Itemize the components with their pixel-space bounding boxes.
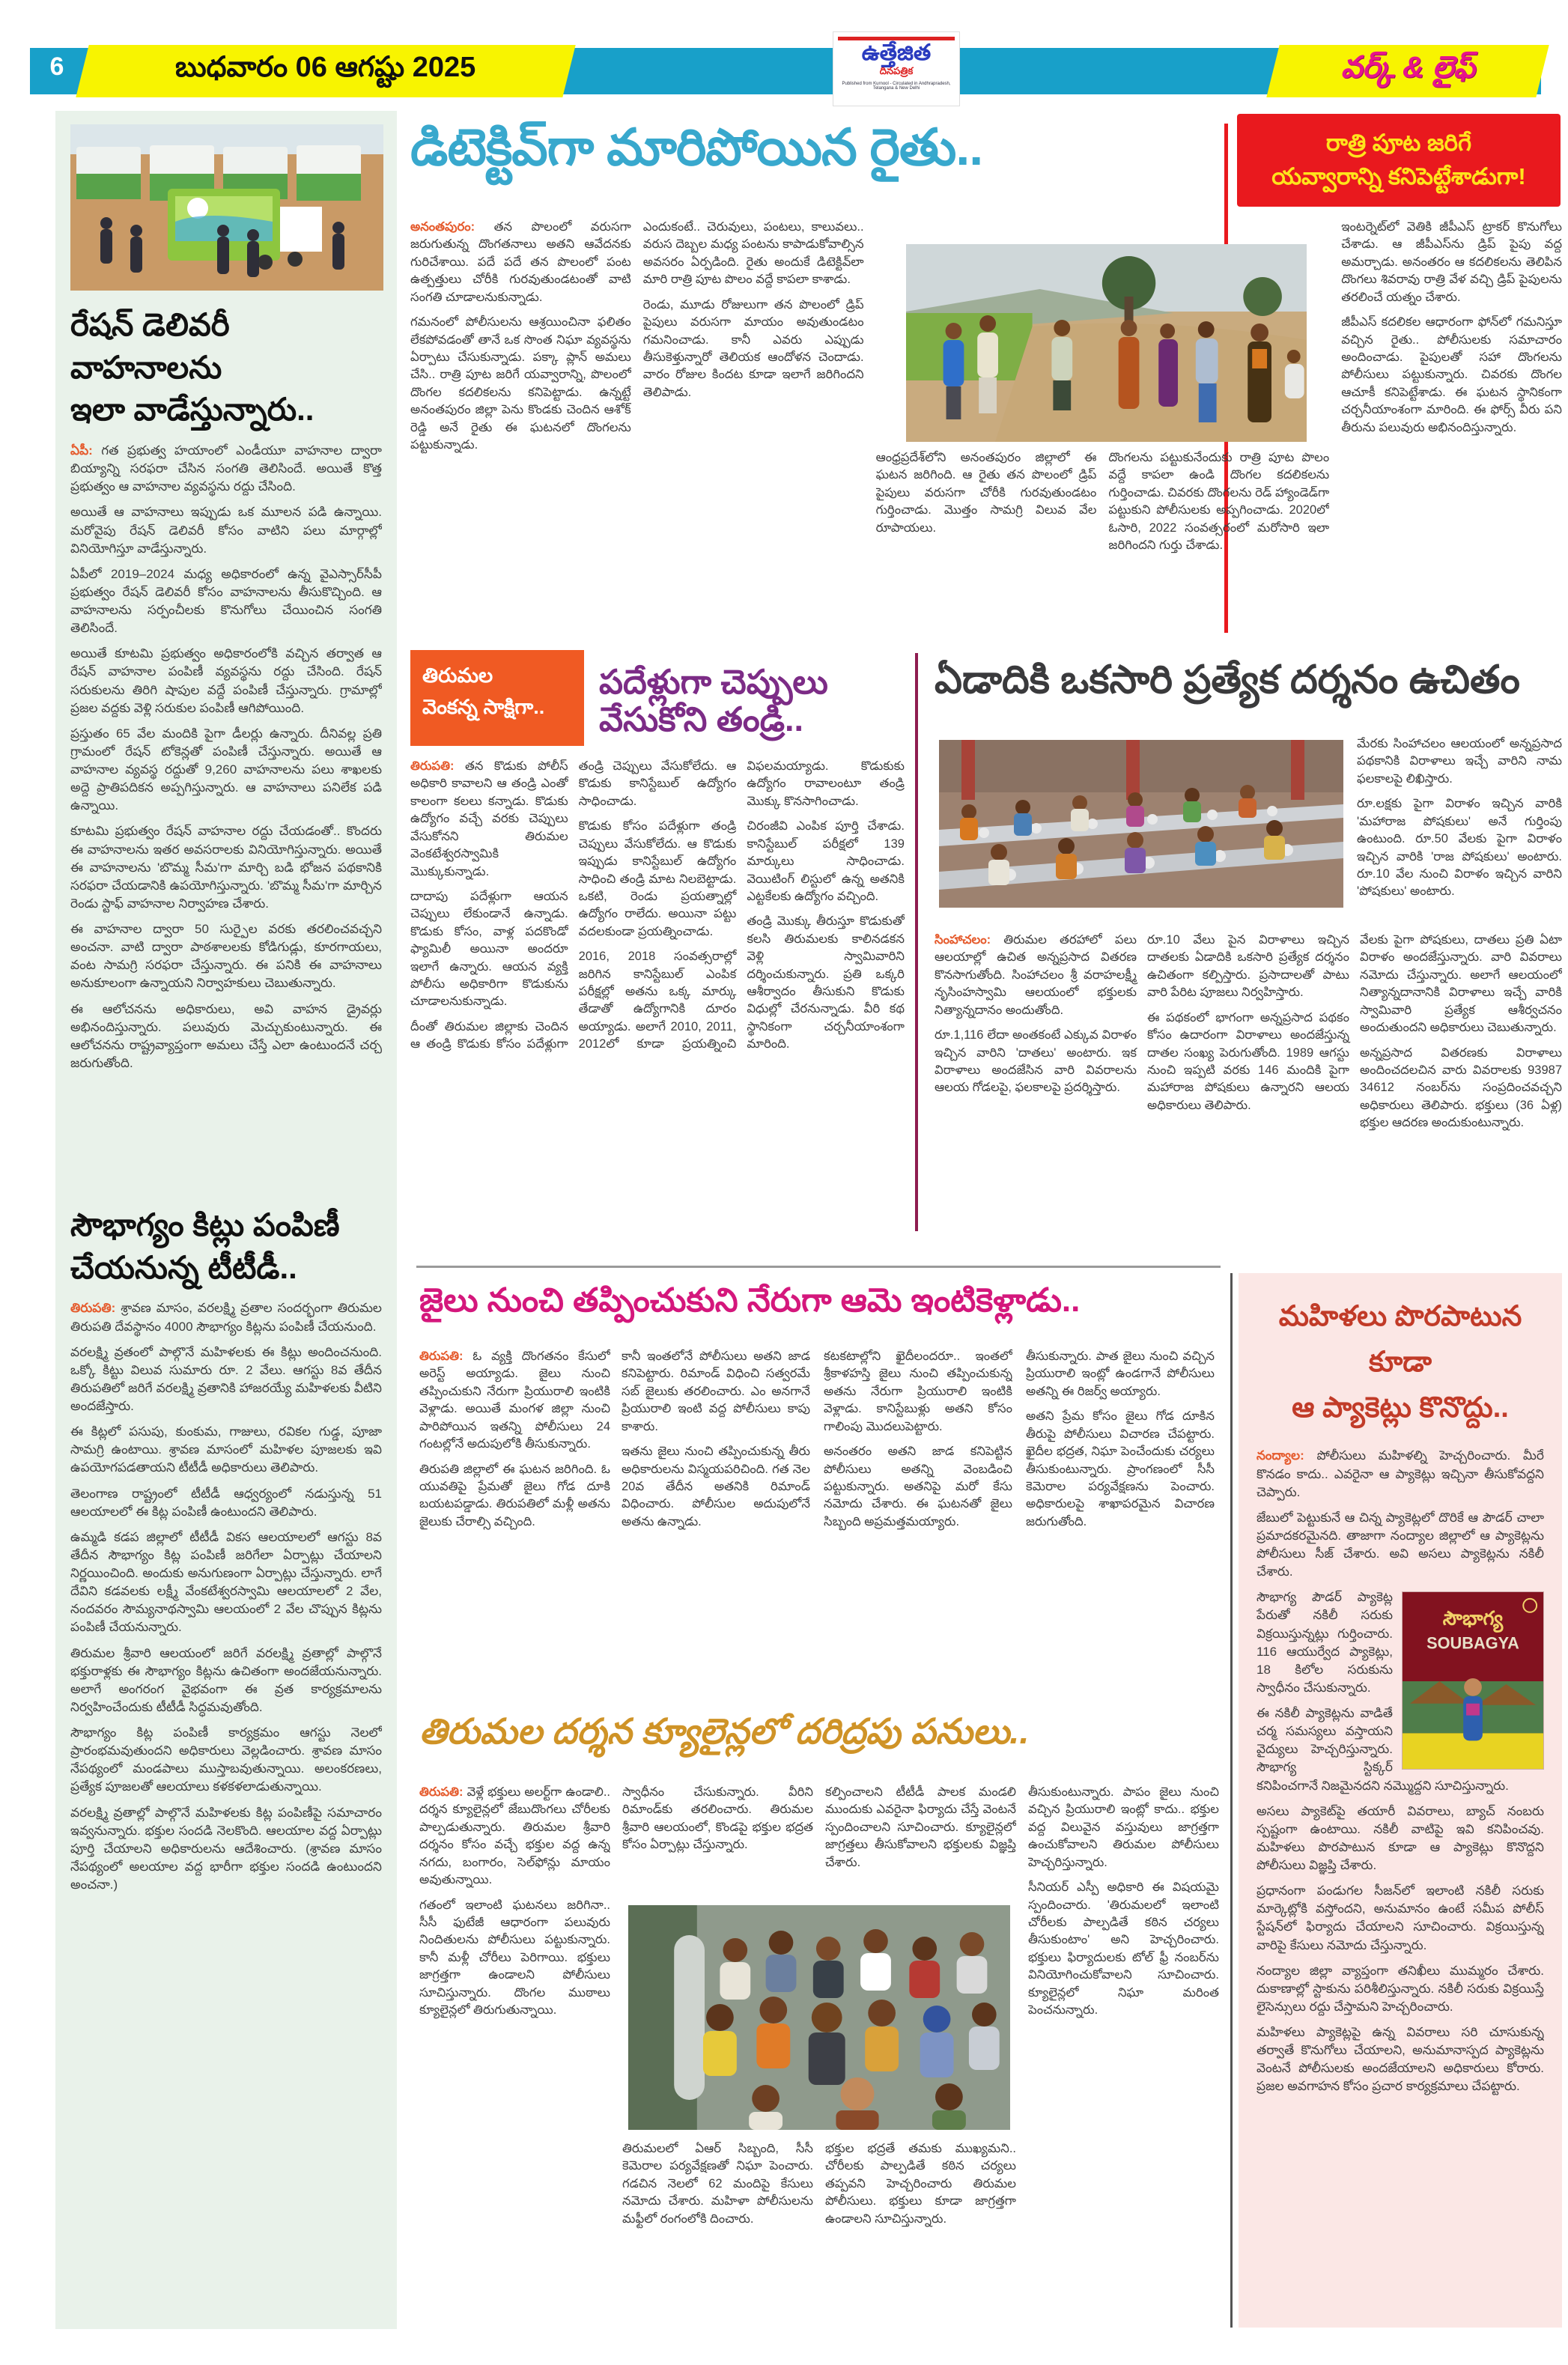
- father-article-body: తిరుపతి: తన కొడుకు పోలీస్ అధికారి కావాలని ఆ తండ్రి ఎంతో కాలంగా కలలు కన్నాడు. కొడుకు ఉద్యోగం వచ్చే వరకు చెప్పులు వేసుకోనని తిరుమల వెంకటేశ్వరస్వామికి మొక్కుకున్నాడు. దాదాపు పదేళ్లుగా ఆయన చెప్పులు లేకుండానే ఉన్నాడు. కొడుకు కోసం, వాళ్ల పదకొండో ఫ్యామిలీ అయినా అందరూ ఇలాగే ఉన్నారు. ఆయన వ్యక్తి పోలీసు అధికారిగా కొడుకును చూడాలనుకున్నాడు. దీంతో తిరుమల జిల్లాకు చెందిన ఆ తండ్రి కొడుకు కోసం పదేళ్లుగా తండ్రి చెప్పులు వేసుకోలేదు. ఆ కొడుకు కానిస్టేబుల్ ఉద్యోగం సాధించాడు. కొడుకు కోసం పదేళ్లుగా తండ్రి చెప్పులు వేసుకోలేదు. ఆ కొడుకు ఇప్పుడు కానిస్టేబుల్ ఉద్యోగం సాధించి తండ్రి మాట నిలబెట్టాడు. ఒకటి, రెండు ప్రయత్నాల్లో ఉద్యోగం రాలేదు. అయినా పట్టు వదలకుండా ప్రయత్నించాడు. 2016, 2018 సంవత్సరాల్లో జరిగిన కానిస్టేబుల్ ఎంపిక పరీక్షల్లో అతను ఒక్క మార్కు తేడాతో ఉద్యోగానికి దూరం అయ్యాడు. అలాగే 2010, 2011, 2012లో కూడా ప్రయత్నించి విఫలమయ్యాడు. కొడుకుకు ఉద్యోగం రావాలంటూ తండ్రి మొక్కు కొనసాగించాడు. చిరంజీవి ఎంపిక పూర్తి చేశాడు. కానిస్టేబుల్ పరీక్షలో 139 మార్కులు సాధించాడు. వెయిటింగ్ లిస్టులో ఉన్న అతనికి ఎట్టకేలకు ఉద్యోగం వచ్చింది. తండ్రి మొక్కు తీరుస్తూ కొడుకుతో కలసి తిరుమలకు కాలినడకన వెళ్లి స్వామివారిని దర్శించుకున్నారు. ప్రతి ఒక్కరి ఆశీర్వాదం తీసుకుని కొడుకు విధుల్లో చేరనున్నాడు. వీరి కథ స్థానికంగా చర్చనీయాంశంగా మారింది.: [410, 759, 905, 1051]
- main-col-4: దొంగలను పట్టుకునేందుకు రాత్రి పూట పొలం వద్దే కాపలా ఉండి దొంగల కదలికలను గుర్తించాడు. చివరకు దొంగలను రెడ్ హ్యాండెడ్‌గా పట్టుకుని పోలీసులకు అప్పగించాడు. 2020లో ఓసారి, 2022 సంవత్సరంలో మరోసారి ఇలా జరిగిందని గుర్తు చేశాడు.: [1108, 451, 1330, 553]
- left-article2-body: తిరుపతి: శ్రావణ మాసం, వరలక్ష్మి వ్రతాల సందర్భంగా తిరుమల తిరుపతి దేవస్థానం 4000 సౌభాగ్యం కిట్లను పంపిణీ చేయనుంది. వరలక్ష్మి వ్రతంలో పాల్గొనే మహిళలకు ఈ కిట్లు అందించనుంది. ఒక్కో కిట్టు విలువ సుమారు రూ. 2 వేలు. ఆగస్టు 8వ తేదీన తిరుపతిలో జరిగే వరలక్ష్మి వ్రతానికి హాజరయ్యే మహిళలకు వీటిని అందజేస్తారు. ఈ కిట్లలో పసుపు, కుంకుమ, గాజులు, రవికల గుడ్డ, పూజా సామగ్రి ఉంటాయి. శ్రావణ మాసంలో మహిళల పూజలకు ఇవి ఉపయోగపడతాయని టీటీడీ అధికారులు తెలిపారు. తెలంగాణ రాష్ట్రంలో టీటీడీ ఆధ్వర్యంలో నడుస్తున్న 51 ఆలయాలలో ఈ కిట్ల పంపిణీ ఉంటుందని తెలిపారు. ఉమ్మడి కడప జిల్లాలో టీటీడీ వికస ఆలయాలలో ఆగస్టు 8వ తేదీన సౌభాగ్యం కిట్ల పంపిణీ జరిగేలా ఏర్పాట్లు చేయాలని నిర్ణయించింది. అందుకు అనుగుణంగా ఏర్పాట్లు చేస్తున్నారు. లాగే దేవిని కడవలకు లక్ష్మీ వేంకటేశ్వరస్వామి ఆలయాలలో 2 వేల, నందవరం సౌమ్యనాథస్వామి ఆలయంలో 2 వేల చొప్పున కిట్లను పంపిణీ చేయనున్నారు. తిరుమల శ్రీవారి ఆలయంలో జరిగే వరలక్ష్మి వ్రతాల్లో పాల్గొనే భక్తురాళ్లకు ఈ సౌభాగ్యం కిట్లను ఉచితంగా అందజేయనున్నారు. అలాగే అంగరంగ వైభవంగా ఈ వ్రత కార్యక్రమాలను నిర్వహించేందుకు టీటీడీ సిద్ధమవుతోంది. సౌభాగ్యం కిట్ల పంపిణీ కార్యక్రమం ఆగస్టు నెలలో ప్రారంభమవుతుందని అధికారులు వెల్లడించారు. శ్రావణ మాసం నేపథ్యంలో మండపాలు ముస్తాబవుతున్నాయి. అలంకరణలు, ప్రత్యేక పూజలతో ఆలయాలు కళకళలాడుతున్నాయి. వరలక్ష్మి వ్రతాల్లో పాల్గొనే మహిళలకు కిట్ల పంపిణీపై సమాచారం ఇవ్వనున్నారు. భక్తుల సందడి నెలకొంది. ఆలయాల వద్ద ఏర్పాట్లు పూర్తి చేయాలని అధికారులను ఆదేశించారు. (శ్రావణ మాసం నేపథ్యంలో అలయాల వద్ద భారీగా భక్తుల సందడి ఉంటుందని అంచనా.): [70, 1301, 382, 1892]
- queue-headline: తిరుమల దర్శన క్యూలైన్లలో దరిద్రపు పనులు..: [419, 1711, 1030, 1751]
- queue-col-1: తిరుపతి: వెళ్లే భక్తులు అలర్ట్‌గా ఉండాలి.. దర్శన క్యూలైన్లలో జేబుదొంగలు చోరీలకు పాల్పడుతున్నారు. తిరుమల శ్రీవారి దర్శనం కోసం వచ్చే భక్తుల వద్ద ఉన్న నగదు, బంగారం, సెల్‌ఫోన్లు మాయం అవుతున్నాయి. గతంలో ఇలాంటి ఘటనలు జరిగినా.. సీసీ ఫుటేజీ ఆధారంగా పలువురు నిందితులను పోలీసులు పట్టుకున్నారు. కానీ మళ్లీ చోరీలు పెరిగాయి. భక్తులు జాగ్రత్తగా ఉండాలని పోలీసులు సూచిస్తున్నారు. దొంగల ముఠాలు క్యూలైన్లలో తిరుగుతున్నాయి.: [419, 1785, 610, 2018]
- teaser-box: [1237, 114, 1561, 207]
- left-column: [55, 111, 397, 2329]
- queue-col-3-top: కల్పించాలని టీటీడీ పాలక మండలి ముందుకు ఎవరైనా ఫిర్యాదు చేస్తే వెంటనే స్పందించాలని సూచించారు. క్యూలైన్లలో జాగ్రత్తలు తీసుకోవాలని భక్తులకు విజ్ఞప్తి చేశారు.: [825, 1785, 1016, 1869]
- ration-vans-photo: [70, 124, 383, 291]
- dateline: నంద్యాల:: [1256, 1448, 1304, 1463]
- dateline: తిరుపతి:: [419, 1350, 464, 1363]
- date-text: బుధవారం 06 ఆగష్టు 2025: [175, 52, 476, 83]
- queue-col-3-bottom: భక్తుల భద్రతే తమకు ముఖ్యమని.. చోరీలకు పాల్పడితే కఠిన చర్యలు తప్పవని హెచ్చరించారు తిరుమల పోలీసులు. భక్తులు కూడా జాగ్రత్తగా ఉండాలని సూచిస్తున్నారు.: [825, 2142, 1016, 2226]
- masthead-title: ఉత్తేజిత: [861, 40, 932, 65]
- dining-hall-photo: [939, 740, 1343, 908]
- left-article2-headline: సౌభాగ్యం కిట్లు పంపిణీ చేయనున్న టీటీడీ..: [70, 1207, 340, 1285]
- dateline: ఏపీ:: [70, 443, 93, 458]
- main-headline: డిటెక్టివ్‌గా మారిపోయిన రైతు..: [410, 119, 983, 176]
- dateline: అనంతపురం:: [410, 220, 475, 234]
- main-col-3: ఆంధ్రప్రదేశ్‌లోని అనంతపురం జిల్లాలో ఈ ఘటన జరిగింది. ఆ రైతు తన పొలంలో డ్రిప్ పైపులు వరుసగా చోరీకి గురవుతుండటం గుర్తించాడు. మొత్తం సామగ్రి విలువ వేల రూపాయలు.: [875, 451, 1097, 535]
- soubagya-packet-image: [1402, 1591, 1544, 1770]
- jail-article-body: [419, 1348, 1219, 1691]
- queue-col-2-bottom: తిరుమలలో ఏఆర్ సిబ్బంది, సీసీ కెమెరాల పర్యవేక్షణతో నిఘా పెంచారు. గడచిన నెలలో 62 మందిపై కేసులు నమోదు చేశారు. మహిళా పోలీసులను మఫ్టీలో రంగంలోకి దించారు.: [622, 2142, 813, 2226]
- queue-photo-cell: [622, 1901, 1016, 2134]
- maroon-divider: [915, 653, 918, 1231]
- main-photo-cell: [876, 219, 1330, 442]
- queue-crowd-photo: [628, 1905, 1010, 2130]
- queue-col-4: తీసుకుంటున్నారు. పాపం జైలు నుంచి వచ్చిన ప్రియురాలి ఇంట్లో కాదు.. భక్తుల వద్ద విలువైన వస్తువులు జాగ్రత్తగా ఉంచుకోవాలని తిరుమల పోలీసులు హెచ్చరిస్తున్నారు. సీనియర్ ఎస్పీ అధికారి ఈ విషయమై స్పందించారు. 'తిరుమలలో ఇలాంటి చోరీలకు పాల్పడితే కఠిన చర్యలు తీసుకుంటాం' అని హెచ్చరించారు. భక్తులు ఫిర్యాదులకు టోల్ ఫ్రీ నంబర్‌ను వినియోగించుకోవాలని సూచించారు. క్యూలైన్లలో నిఘా మరింత పెంచనున్నారు.: [1028, 1785, 1219, 2018]
- left-article1-body: ఏపీ: గత ప్రభుత్వ హయాంలో ఎండీయూ వాహనాల ద్వారా బియ్యాన్ని సరఫరా చేసిన సంగతి తెలిసిందే. అయితే కొత్త ప్రభుత్వం ఆ వాహనాల వ్యవస్థను రద్దు చేసింది. అయితే ఆ వాహనాలు ఇప్పుడు ఒక మూలన పడి ఉన్నాయి. మరోవైపు రేషన్ డెలివరీ కోసం వాటిని పలు మార్గాల్లో వినియోగిస్తూ వాడేస్తున్నారు. ఏపీలో 2019–2024 మధ్య అధికారంలో ఉన్న వైఎస్సార్‌సీపీ ప్రభుత్వం రేషన్ డెలివరీ కోసం వాహనాలను తీసుకొచ్చింది. ఆ వాహనాలను సర్పంచీలకు కొనుగోలు చేయించిన సంగతి తెలిసిందే. అయితే కూటమి ప్రభుత్వం అధికారంలోకి వచ్చిన తర్వాత ఆ రేషన్ వాహనాల పంపిణీ వ్యవస్థను రద్దు చేసింది. రేషన్ సరుకులను తిరిగి షాపుల వద్దే పంపిణీ చేస్తున్నారు. గ్రామాల్లో ప్రజల వద్దకు వెళ్లి సరుకుల పంపిణీ ఆగిపోయింది. ప్రస్తుతం 65 వేల మందికి పైగా డీలర్లు ఉన్నారు. దీనివల్ల ప్రతి గ్రామంలో రేషన్ టోకెన్లతో పంపిణీ చేస్తున్నారు. అయితే ఆ వాహనాల వ్యవస్థ రద్దుతో 9,260 వాహనాలను పలు శాఖలకు అద్దె ప్రాతిపదికన అప్పగిస్తున్నారు. ఆ వాహనాలు పనిలేక పడి ఉన్నాయి. కూటమి ప్రభుత్వం రేషన్ వాహనాల రద్దు చేయడంతో.. కొందరు ఈ వాహనాలను ఇతర అవసరాలకు వినియోగిస్తున్నారు. అయితే ఈ వాహనాలను 'బొమ్మ సీమ'గా మార్చి బడి భోజన పథకానికి సరఫరా చేయడానికి ఉపయోగిస్తున్నారు. 'బొమ్మ సీమ'గా మార్చిన రెండు స్టాఫ్ వాహనాల నిర్వాహణ చేశారు. ఈ వాహనాల ద్వారా 50 సుర్పైల వరకు తరలించవచ్చని అంచనా. వాటి ద్వారా పాఠశాలలకు కోడిగుడ్లు, కూరగాయలు, వంట సామగ్రి సరఫరా చేస్తున్నారు. ఈ పనికి ఈ వాహనాలు అనుకూలంగా ఉన్నాయని నిర్వాహకులు చెబుతున్నారు. ఈ ఆలోచనను అధికారులు, అవి వాహన డ్రైవర్లు అభినందిస్తున్నారు. పలువురు మెచ్చుకుంటున్నారు. ఈ ఆలోచనను రాష్ట్రవ్యాప్తంగా అమలు చేస్తే ఎలా ఉంటుందనే చర్చ జరుగుతోంది.: [70, 443, 382, 1070]
- svg-text:SOUBAGYA: SOUBAGYA: [1426, 1633, 1519, 1653]
- jail-col-1: తిరుపతి: ఓ వ్యక్తి దొంగతనం కేసులో అరెస్ట్ అయ్యాడు. జైలు నుంచి తప్పించుకుని నేరుగా ప్రియురాలి ఇంటికి వెళ్లాడు. అయితే మంగళ జిల్లా నుంచి పారిపోయిన ఇతన్ని పోలీసులు 24 గంటల్లోనే అదుపులోకి తీసుకున్నారు. తిరుపతి జిల్లాలో ఈ ఘటన జరిగింది. ఓ యువతిపై ప్రేమతో జైలు గోడ దూకి బయటపడ్డాడు. తిరుపతిలో మళ్లీ అతను జైలుకు చేరాల్సి వచ్చింది.: [419, 1350, 610, 1528]
- dateline: తిరుపతి:: [70, 1301, 116, 1316]
- main-col-2: ఎందుకంటే.. చెరువులు, పంటలు, కాలువలు.. వరుస దెబ్బల మధ్య పంటను కాపాడుకోవాల్సిన అవసరం ఏర్పడింది. రైతు అందుకే డిటెక్టివ్‌లా మారి రాత్రి పూట పొలం వద్దే కాపలా కాశాడు. రెండు, మూడు రోజులుగా తన పొలంలో డ్రిప్ పైపులు వరుసగా మాయం అవుతుండటం గమనించాడు. కానీ ఎవరు ఎప్పుడు తీసుకెళ్తున్నారో తెలియక ఆందోళన చెందాడు. వారం రోజుల కిందట కూడా ఇలాగే జరిగిందని తెలిపాడు.: [642, 220, 864, 399]
- main-article-body: [410, 219, 1562, 632]
- teaser-line2: యవ్వారాన్ని కనిపెట్టేశాడుగా!: [1271, 163, 1526, 189]
- masthead-logo: [833, 31, 960, 106]
- masthead-subtitle: దినపత్రిక: [879, 65, 914, 76]
- jail-col-2: కానీ ఇంతలోనే పోలీసులు అతని జాడ కనిపెట్టారు. రిమాండ్ విధించి సత్వరమే సబ్ జైలుకు తరలించారు. ఎం అనగానే ప్రియురాలి ఇంటి వద్ద పోలీసులు కాపు కాశారు. ఇతను జైలు నుంచి తప్పించుకున్న తీరు అధికారులను విస్మయపరిచింది. గత నెల 20వ తేదీన అతనికి రిమాండ్ విధించారు. పోలీసుల అదుపులోనే అతను ఉన్నాడు.: [622, 1350, 810, 1528]
- kicker-line2: వెంకన్న సాక్షిగా..: [422, 695, 545, 718]
- section-plate: [1266, 45, 1549, 97]
- jail-col-4: తీసుకున్నారు. పాత జైలు నుంచి వచ్చిన ప్రియురాలి ఇంట్లో ఉండగానే పోలీసులు అతన్ని ఈ రిజర్వ్ అయ్యారు. అతని ప్రేమ కోసం జైలు గోడ దూకిన తీరుపై పోలీసులు విచారణ చేపట్టారు. ఖైదీల భద్రత, నిఘా పెంచేందుకు చర్యలు తీసుకుంటున్నారు. ప్రాంగణంలో సీసీ కెమెరాల పర్యవేక్షణను పెంచారు. అధికారులపై శాఖాపరమైన విచారణ జరుగుతోంది.: [1026, 1350, 1215, 1528]
- masthead-tagline: Published from Kurnool - Circulated in Andhrapradesh, Telangana & New Delhi: [842, 82, 951, 91]
- dateline: తిరుపతి:: [410, 759, 455, 773]
- queue-article-body: [419, 1784, 1219, 2328]
- packet-headline: మహిళలు పొరపాటున కూడా ఆ ప్యాకెట్లు కొనొద్దు..: [1278, 1301, 1522, 1424]
- queue-col-2-top: స్వాధీనం చేసుకున్నారు. వీరిని రిమాండ్‌కు తరలించారు. తిరుమల శ్రీవారి ఆలయంలో, కొండపై భక్తుల భద్రత కోసం ఏర్పాట్లు చేస్తున్నారు.: [622, 1785, 813, 1852]
- left-article1-headline: రేషన్ డెలివరీ వాహనాలను ఇలా వాడేస్తున్నారు..: [70, 307, 314, 428]
- villagers-photo: [906, 244, 1307, 442]
- section-plate-text: వర్క్ & లైఫ్: [1340, 50, 1475, 84]
- teaser-line1: రాత్రి పూట జరిగే: [1325, 130, 1472, 157]
- packet-article-body: నంద్యాల: పోలీసులు మహిళల్ని హెచ్చరించారు. మీరే కొనడం కాదు.. ఎవరైనా ఆ ప్యాకెట్లు ఇచ్చినా తీసుకోవద్దని చెప్పారు. జేబులో పెట్టుకునే ఆ చిన్న ప్యాకెట్లలో దొరికే ఆ పౌడర్ చాలా ప్రమాదకరమైనది. తాజాగా నంద్యాల జిల్లాలో ఆ ప్యాకెట్లను పోలీసులు సీజ్ చేశారు. అవి అసలు ప్యాకెట్లను నకిలీ చేశారు. సౌభాగ్య SOUBAGYA సౌభాగ్య పౌడర్ ప్యాకెట్ల పేరుతో నకిలీ సరుకు విక్రయిస్తున్నట్లు గుర్తించారు. 116 ఆయుర్వేద ప్యాకెట్లు, 18 కిలోల సరుకును స్వాధీనం చేసుకున్నారు. ఈ నకిలీ ప్యాకెట్లను వాడితే చర్మ సమస్యలు వస్తాయని వైద్యులు హెచ్చరిస్తున్నారు. సౌభాగ్య స్టిక్కర్ కనిపించగానే నిజమైనదని నమ్మొద్దని సూచిస్తున్నారు. అసలు ప్యాకెట్‌పై తయారీ వివరాలు, బ్యాచ్ నంబరు స్పష్టంగా ఉంటాయి. నకిలీ వాటిపై ఇవి కనిపించవు. మహిళలు పొరపాటున కూడా ఆ ప్యాకెట్లు కొనొద్దని పోలీసులు విజ్ఞప్తి చేశారు. ప్రధానంగా పండుగల సీజన్‌లో ఇలాంటి నకిలీ సరుకు మార్కెట్లోకి వస్తోందని, అనుమానం ఉంటే సమీప పోలీస్ స్టేషన్‌లో ఫిర్యాదు చేయాలని సూచించారు. విక్రయిస్తున్న వారిపై కేసులు నమోదు చేస్తున్నారు. నంద్యాల జిల్లా వ్యాప్తంగా తనిఖీలు ముమ్మరం చేశారు. దుకాణాల్లో స్టాకును పరిశీలిస్తున్నారు. నకిలీ సరుకు విక్రయిస్తే లైసెన్సులు రద్దు చేస్తామని హెచ్చరించారు. మహిళలు ప్యాకెట్లపై ఉన్న వివరాలు సరి చూసుకున్న తర్వాతే కొనుగోలు చేయాలని, అనుమానాస్పద ప్యాకెట్లను వెంటనే పోలీసులకు అందజేయాలని అధికారులు కోరారు. ప్రజల అవగాహన కోసం ప్రచార కార్యక్రమాలు చేపట్టారు.: [1256, 1448, 1544, 2094]
- dateline: సింహాచలం:: [935, 933, 991, 947]
- main-col-1: అనంతపురం: తన పొలంలో వరుసగా జరుగుతున్న దొంగతనాలు అతని ఆవేదనకు గురిచేశాయి. పదే పదే తన పొలంలో పంట ఉత్పత్తులు చోరీకి గురవుతుండటంతో వాటి సంగతి చూడాలనుకున్నాడు. గమనంలో పోలీసులను ఆశ్రయించినా ఫలితం లేకపోవడంతో తానే ఒక సొంత నిఘా వ్యవస్థను ఏర్పాటు చేసుకున్నాడు. పక్కా ప్లాన్ అమలు చేసి.. రాత్రి పూట జరిగే యవ్వారాన్ని, పొలంలో దొంగల కదలికలను కనిపెట్టాడు. ఉన్నట్టే అనంతపురం జిల్లా పెను కొండకు చెందిన ఆశోక్ రెడ్డి అనే రైతు ఈ ఘటనలో దొంగలను పట్టుకున్నాడు.: [410, 220, 631, 452]
- horizontal-divider: [416, 1266, 1221, 1268]
- kicker-box: [410, 650, 584, 746]
- page-number: 6: [49, 52, 64, 81]
- darshan-side-text: మేరకు సింహాచలం ఆలయంలో అన్నప్రసాద పథకానికి విరాళాలు ఇచ్చే వారిని నామ ఫలకాలపై లిఖిస్తారు. రూ.లక్షకు పైగా విరాళం ఇచ్చిన వారికి 'మహారాజ పోషకులు' అనే గుర్తింపు ఉంటుంది. రూ.50 వేలకు పైగా విరాళం ఇచ్చిన వారికి 'రాజ పోషకులు' అంటారు. రూ.10 వేల నుంచి విరాళం ఇచ్చిన వారిని 'పోషకులు' అంటారు.: [1357, 737, 1562, 899]
- dateline: తిరుపతి:: [419, 1785, 464, 1799]
- darshan-article-body: సింహాచలం: తిరుమల తరహాలో పలు ఆలయాల్లో ఉచిత అన్నప్రసాద వితరణ కొనసాగుతోంది. సింహాచలం శ్రీ వరాహలక్ష్మీ నృసింహస్వామి ఆలయంలో భక్తులకు నిత్యాన్నదానం అందుతోంది. రూ.1,116 లేదా అంతకంటే ఎక్కువ విరాళం ఇచ్చిన వారిని 'దాతలు' అంటారు. ఇక విరాళాలు అందజేసిన వారి వివరాలను ఆలయ గోడలపై, ఫలకాలపై ప్రదర్శిస్తారు. రూ.10 వేలు పైన విరాళాలు ఇచ్చిన దాతలకు ఏడాదికి ఒకసారి ప్రత్యేక దర్శనం ఉచితంగా కల్పిస్తారు. ప్రసాదాలతో పాటు వారి పేరిట పూజలు నిర్వహిస్తారు. ఈ పథకంలో భాగంగా అన్నప్రసాద పథకం కోసం ఉదారంగా విరాళాలు అందజేస్తున్న దాతల సంఖ్య పెరుగుతోంది. 1989 ఆగస్టు నుంచి ఇప్పటి వరకు 146 మందికి పైగా మహారాజ పోషకులు ఉన్నారని ఆలయ అధికారులు తెలిపారు. వేలకు పైగా పోషకులు, దాతలు ప్రతి ఏటా విరాళం అందజేస్తున్నారు. వారి వివరాలు నమోదు చేస్తున్నారు. అలాగే ఆలయంలో నిత్యాన్నదానానికి విరాళాలు ఇచ్చే వారికి స్వామివారి ప్రత్యేక ఆశీర్వచనం అందుతుందని అధికారులు చెబుతున్నారు. అన్నప్రసాద వితరణకు విరాళాలు అందించదలచిన వారు వివరాలకు 93987 34612 నంబర్‌ను సంప్రదించవచ్చని అధికారులు తెలిపారు. భక్తులు (36 ఏళ్ల) భక్తుల ఆదరణ అందుకుంటున్నారు.: [935, 933, 1562, 1130]
- main-col-5: ఇంటర్నెట్‌లో వెతికి జీపీఎస్ ట్రాకర్ కొనుగోలు చేశాడు. ఆ జీపీఎస్‌ను డ్రిప్ పైపు వద్ద అమర్చాడు. అనంతరం ఆ కదలికలను తెలిపిన దొంగలు శివరావు రాత్రి వేళ వచ్చి డ్రిప్ పైపులను తరలించే యత్నం చేశారు. జీపీఎస్ కదలికల ఆధారంగా ఫోన్‌లో గమనిస్తూ వచ్చిన రైతు.. పోలీసులకు సమాచారం అందించాడు. పైపులతో సహా దొంగలను పోలీసులు పట్టుకున్నారు. చివరకు దొంగల ఆచూకీ కనిపెట్టేశాడు. ఈ ఘటన స్థానికంగా చర్చనీయాంశంగా మారింది. ఈ ఫోర్స్ వీరు పని తీరును పలువురు అభినందిస్తున్నారు.: [1341, 220, 1562, 434]
- packet-advisory-box: [1239, 1273, 1562, 2328]
- svg-text:సౌభాగ్య: సౌభాగ్య: [1442, 1608, 1504, 1630]
- jail-col-3: కటకటాల్లోని ఖైదీలందరూ.. ఇంతలో శ్రీకాళహస్తి జైలు నుంచి తప్పించుకున్న అతను నేరుగా ప్రియురాలి ఇంటికి వెళ్లాడు. కానిస్టేబుళ్లు అతని కోసం గాలింపు మొదలుపెట్టారు. అనంతరం అతని జాడ కనిపెట్టిన పోలీసులు అతన్ని వెంబడించి పట్టుకున్నారు. అతనిపై మరో కేసు నమోదు చేశారు. ఈ ఘటనతో జైలు సిబ్బంది అప్రమత్తమయ్యారు.: [824, 1350, 1012, 1528]
- gray-divider: [1230, 1273, 1233, 2328]
- date-plate: [76, 45, 575, 97]
- jail-headline: జైలు నుంచి తప్పించుకుని నేరుగా ఆమె ఇంటికెళ్లాడు..: [419, 1282, 1081, 1319]
- darshan-headline: ఏడాదికి ఒకసారి ప్రత్యేక దర్శనం ఉచితం: [935, 658, 1520, 702]
- kicker-line1: తిరుమల: [422, 664, 493, 687]
- father-headline: పదేళ్లుగా చెప్పులు వేసుకోని తండ్రి..: [599, 663, 828, 738]
